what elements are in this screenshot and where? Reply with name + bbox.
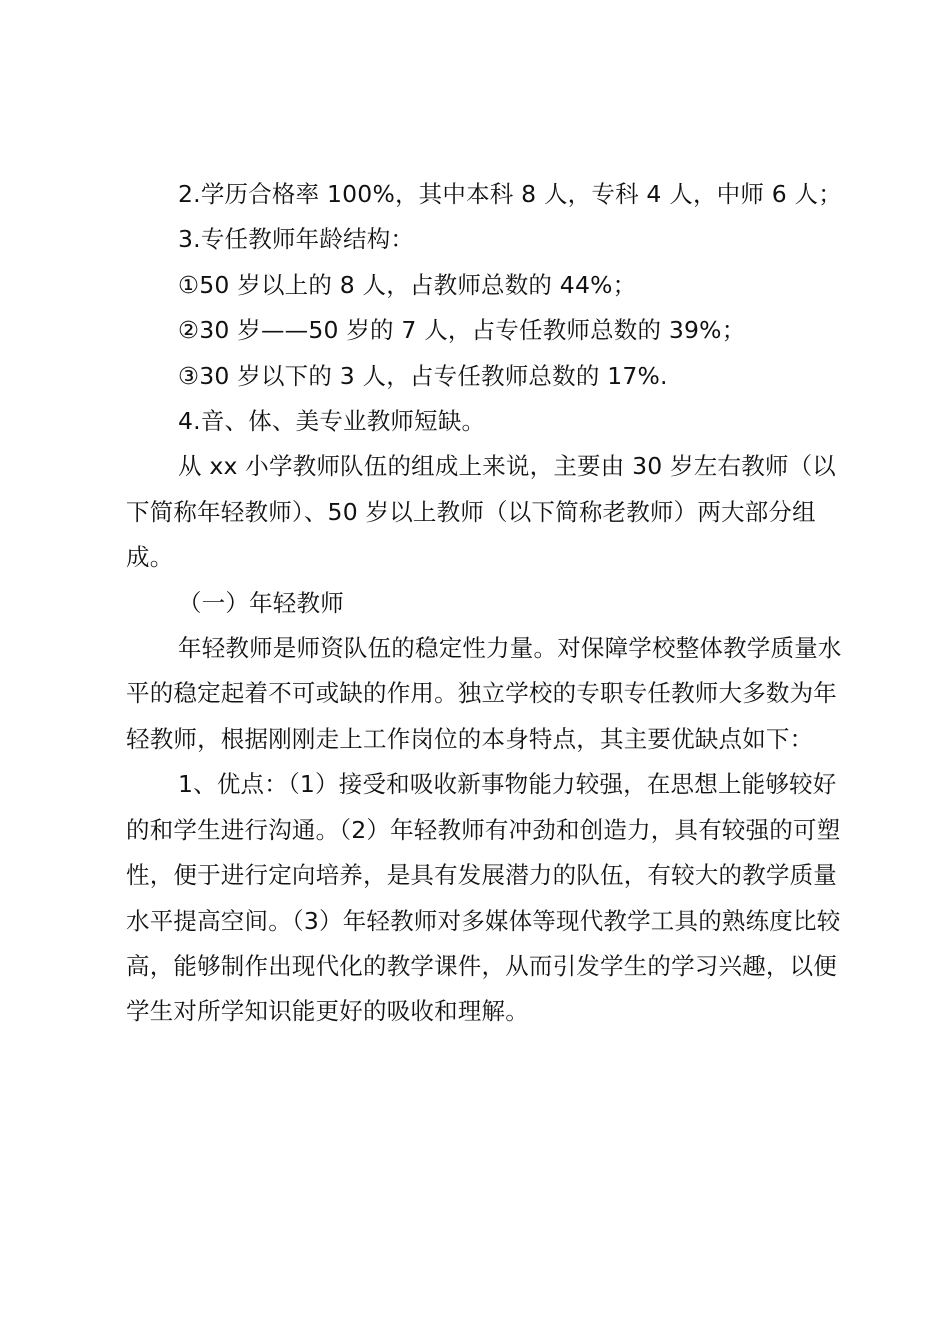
paragraph-advantages: 1、优点：（1）接受和吸收新事物能力较强，在思想上能够较好的和学生进行沟通。（2）年轻教师有冲劲和创造力，具有较强的可塑性，便于进行定向培养，是具有发展潜力的队伍，有较大的教学质量水平提高空间。（3）年轻教师对多媒体等现代教学工具的熟练度比较高，能够制作出现代化的教学课件，从而引发学生的学习兴趣，以便学生对所学知识能更好的吸收和理解。 (126, 770, 841, 1026)
paragraph-young-teachers-intro: 年轻教师是师资队伍的稳定性力量。对保障学校整体教学质量水平的稳定起着不可或缺的作用。独立学校的专职专任教师大多数为年轻教师，根据刚刚走上工作岗位的本身特点，其主要优缺点如下： (126, 634, 842, 753)
document-body (126, 172, 846, 1035)
paragraph-age-structure-title: 3.专任教师年龄结构： (178, 225, 415, 254)
section-heading-young-teachers: （一）年轻教师 (178, 588, 344, 617)
paragraph-education-rate: 2.学历合格率 100%，其中本科 8 人，专科 4 人，中师 6 人； (178, 180, 842, 208)
paragraph-specialist-shortage: 4.音、体、美专业教师短缺。 (178, 407, 486, 436)
paragraph-age-30-to-50: ②30 岁——50 岁的 7 人，占专任教师总数的 39%； (178, 316, 746, 345)
paragraph-team-composition: 从 xx 小学教师队伍的组成上来说，主要由 30 岁左右教师（以下简称年轻教师）、50 岁以上教师（以下简称老教师）两大部分组成。 (126, 452, 836, 572)
paragraph-age-over-50: ①50 岁以上的 8 人，占教师总数的 44%； (178, 270, 637, 299)
paragraph-age-under-30: ③30 岁以下的 3 人，占专任教师总数的 17%. (178, 361, 668, 390)
